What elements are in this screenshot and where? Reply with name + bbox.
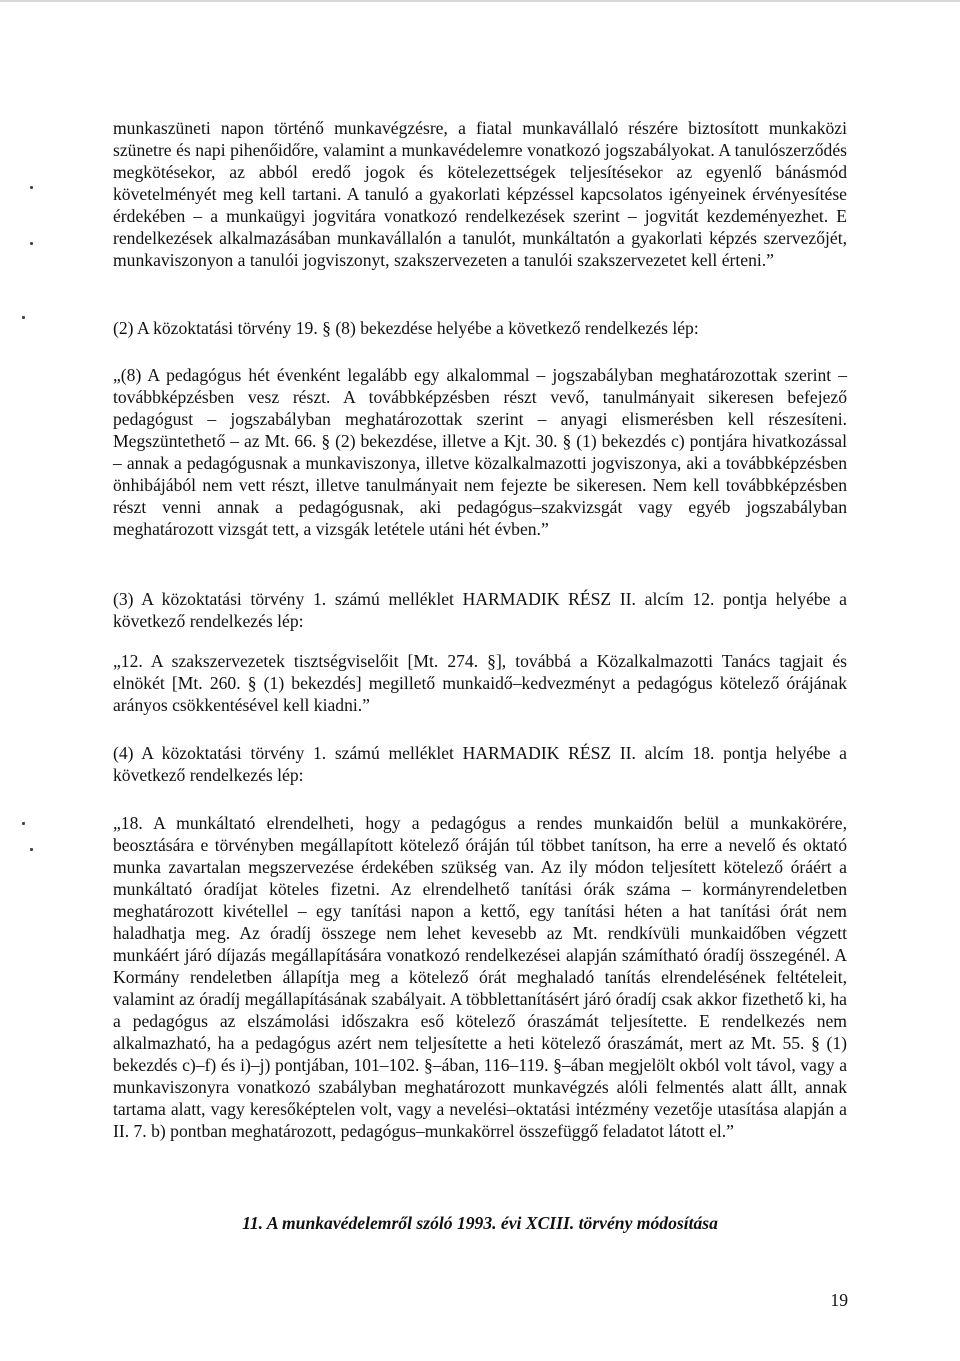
paragraph-section-3 (113, 588, 847, 632)
paragraph-text: „(8) A pedagógus hét évenként legalább egy alkalommal – jogszabályban meghatározottak szerint – továbbképzésben vesz részt. A továbbképzésben részt vevő, tanulmányait sikeresen befejező pedagógust – jogszabályban meghatározottak szerint – anyagi elismerésben kell részesíteni. Megszüntethető – az Mt. 66. § (2) bekezdése, illetve a Kjt. 30. § (1) bekezdés c) pontjára hivatkozással – annak a pedagógusnak a munkaviszonya, illetve közalkalmazotti jogviszonya, aki a továbbképzésben önhibájából nem vett részt, illetve tanulmányait nem fejezte be sikeresen. Nem kell továbbképzésben részt venni annak a pedagógusnak, aki pedagógus–szakvizsgát vagy egyéb jogszabályban meghatározott vizsgát tett, a vizsgák letétele utáni hét évben.” (113, 365, 847, 539)
section-heading: 11. A munkavédelemről szóló 1993. évi XCIII. törvény módosítása (242, 1213, 718, 1233)
paragraph-text: (4) A közoktatási törvény 1. számú melléklet HARMADIK RÉSZ II. alcím 18. pontja helyébe a következő rendelkezés lép: (113, 743, 847, 785)
scan-speck (30, 848, 33, 851)
paragraph-quote-18 (113, 812, 847, 1142)
scan-speck (30, 242, 33, 245)
paragraph-text: (3) A közoktatási törvény 1. számú melléklet HARMADIK RÉSZ II. alcím 12. pontja helyébe a következő rendelkezés lép: (113, 589, 847, 631)
scan-speck (22, 316, 25, 319)
paragraph-text: „12. A szakszervezetek tisztségviselőit [Mt. 274. §], továbbá a Közalkalmazotti Tanács tagjait és elnökét [Mt. 260. § (1) bekezdés] megillető munkaidő–kedvezményt a pedagógus kötelező órájának arányos csökkentésével kell kiadni.” (113, 651, 847, 715)
scan-edge-line (0, 0, 960, 2)
paragraph-section-4 (113, 742, 847, 786)
paragraph-tanuloszerzodes (113, 117, 847, 271)
paragraph-quote-8 (113, 364, 847, 540)
scan-speck (30, 186, 33, 189)
paragraph-section-2 (113, 317, 847, 339)
scan-speck (22, 822, 25, 825)
paragraph-quote-12 (113, 650, 847, 716)
paragraph-text: „18. A munkáltató elrendelheti, hogy a pedagógus a rendes munkaidőn belül a munkakörére, beosztására e törvényben megállapított kötelező óráján túl többet tanítson, ha erre a nevelő és oktató munka zavartalan megszervezése érdekében szükség van. Az ily módon teljesített kötelező óráért a munkáltató óradíjat köteles fizetni. Az elrendelhető tanítási órák száma – kormányrendeletben meghatározott kivétellel – egy tanítási napon a kettő, egy tanítási héten a hat tanítási órát nem haladhatja meg. Az óradíj összege nem lehet kevesebb az Mt. rendkívüli munkaidőben végzett munkáért járó díjazás megállapítására vonatkozó rendelkezései alapján számítható óradíj összegénél. A Kormány rendeletben állapítja meg a kötelező órát meghaladó tanítás elrendelésének feltételeit, valamint az óradíj megállapításának szabályait. A többlettanításért járó óradíj csak akkor fizethető ki, ha a pedagógus az elszámolási időszakra eső kötelező óraszámát teljesítette. E rendelkezés nem alkalmazható, ha a pedagógus azért nem teljesítette a heti kötelező óraszámát, mert az Mt. 55. § (1) bekezdés c)–f) és i)–j) pontjában, 101–102. §–ában, 116–119. §–ában megjelölt okból volt távol, vagy a munkaviszonyra vonatkozó szabályban meghatározott munkavégzés alóli felmentés alatt állt, annak tartama alatt, vagy keresőképtelen volt, vagy a nevelési–oktatási intézmény vezetője utasítása alapján a II. 7. b) pontban meghatározott, pedagógus–munkakörrel összefüggő feladatot látott el.” (113, 813, 847, 1141)
paragraph-text: (2) A közoktatási törvény 19. § (8) bekezdése helyébe a következő rendelkezés lép: (113, 318, 699, 338)
page-number: 19 (830, 1290, 848, 1310)
paragraph-text: munkaszüneti napon történő munkavégzésre, a fiatal munkavállaló részére biztosított munkaközi szünetre és napi pihenőidőre, valamint a munkavédelemre vonatkozó jogszabályokat. A tanulószerződés megkötésekor, az abból eredő jogok és kötelezettségek teljesítésekor az egyenlő bánásmód követelményét meg kell tartani. A tanuló a gyakorlati képzéssel kapcsolatos igényeinek érvényesítése érdekében – a munkaügyi jogvitára vonatkozó rendelkezések szerint – jogvitát kezdeményezhet. E rendelkezések alkalmazásában munkavállalón a tanulót, munkáltatón a gyakorlati képzés szervezőjét, munkaviszonyon a tanulói jogviszonyt, szakszervezeten a tanulói szakszervezetet kell érteni.” (113, 118, 847, 270)
